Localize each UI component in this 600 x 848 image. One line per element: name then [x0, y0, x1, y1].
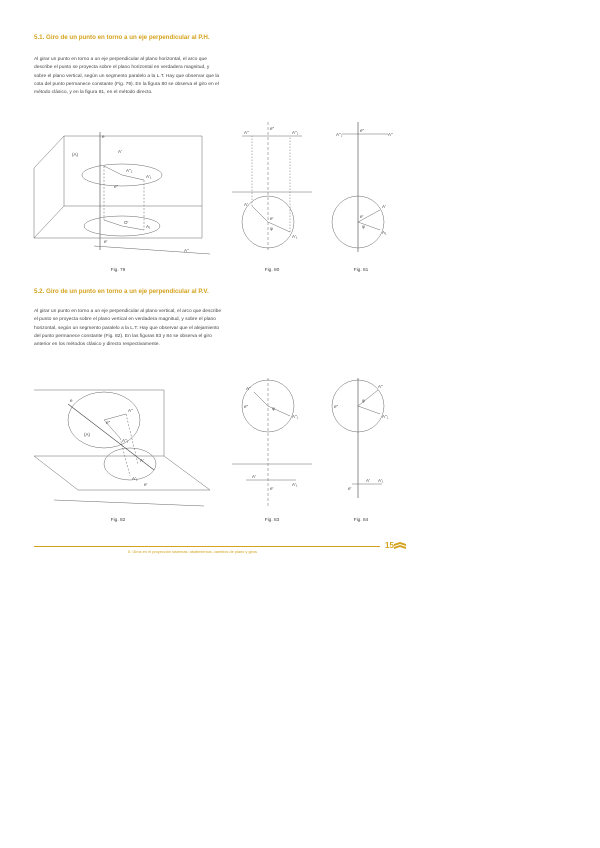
- fig79-label-A1: A₁: [146, 224, 151, 229]
- fig81-caption: Fig. 81: [353, 268, 369, 273]
- fig81-label-e-prime: e': [360, 214, 364, 219]
- fig81-label-phi: φ: [362, 224, 365, 229]
- fig82-label-A1-dprime: A''₁: [122, 438, 129, 443]
- fig83-label-A1-prime: A'₁: [292, 482, 298, 487]
- fig79-label-A1-dprime: A''₁: [126, 168, 133, 173]
- fig84-label-e-dprime: e'': [334, 404, 339, 409]
- fig84-caption: Fig. 84: [353, 518, 369, 523]
- fig84-label-A-prime: A': [366, 478, 370, 483]
- fig82-label-A-dprime: A'': [128, 408, 133, 413]
- fig79-diagram: [34, 128, 210, 258]
- book-icon: [394, 542, 406, 550]
- footer-text: 5. Giros en el proyección sistemas: abatimientos, cambios de plano y giros: [128, 549, 257, 554]
- fig79-label-O: O': [124, 220, 129, 225]
- fig80-label-A-prime: A': [244, 202, 248, 207]
- fig82-label-e-dprime: e'': [106, 420, 111, 425]
- fig84-label-A-dprime: A'': [378, 384, 383, 389]
- fig82-label-e: e: [70, 398, 73, 403]
- fig80-label-phi: φ: [270, 226, 273, 231]
- fig82-label-A1-prime: A'₁: [132, 476, 138, 481]
- fig83-label-A1-dprime: A''₁: [292, 414, 299, 419]
- fig80-label-A1-prime: A'₁: [292, 234, 298, 239]
- footer-rule: [34, 546, 380, 547]
- fig79-label-e-prime: e': [104, 239, 108, 244]
- fig81-label-A-prime: A': [382, 204, 386, 209]
- section1-heading: 5.1. Giro de un punto en torno a un eje perpendicular al P.H.: [34, 34, 210, 41]
- fig80-label-A-dprime: A'': [244, 130, 249, 135]
- fig82-label-A-prime: A': [140, 458, 144, 463]
- fig81-diagram: [322, 122, 402, 252]
- fig83-caption: Fig. 83: [264, 518, 280, 523]
- fig83-label-A-dprime: A'': [246, 386, 251, 391]
- fig81-label-A1-dprime: A''₁: [336, 132, 343, 137]
- section1-body: Al girar un punto en torno a un eje perpendicular al plano horizontal, el arco que describe el punto se proyecta sobre el plano horizontal en verdadera magnitud, y sobre el plano vertical, según un segmento paralelo a la L.T. Hay que observar que la cota del punto permanece constante (Fig. 79). En la figura 80 se observa el giro en el método clásico, y en la figura 81, en el método directo.: [34, 57, 220, 96]
- fig80-diagram: [232, 122, 312, 252]
- fig79-label-A: (A): [72, 152, 78, 157]
- fig81-label-e-dprime: e'': [360, 128, 365, 133]
- page-number: 15: [385, 541, 394, 550]
- fig80-label-e-dprime: e'': [270, 126, 275, 131]
- fig80-label-A1-dprime: A''₁: [292, 130, 299, 135]
- fig84-label-phi: φ: [362, 398, 365, 403]
- fig81-label-A1: A₁: [382, 230, 387, 235]
- fig84-diagram: [322, 378, 402, 508]
- fig79-label-A1-prime: A'₁: [146, 174, 152, 179]
- fig83-label-A-prime: A': [252, 474, 256, 479]
- fig83-label-phi: φ: [272, 406, 275, 411]
- section2-heading: 5.2. Giro de un punto en torno a un eje perpendicular al P.V.: [34, 288, 209, 295]
- fig83-label-e-prime: e': [270, 486, 274, 491]
- fig82-diagram: [34, 380, 210, 512]
- fig81-label-A-dprime: A'': [388, 132, 393, 137]
- fig79-label-A-dprime: A'': [184, 248, 189, 253]
- fig84-label-A1-prime: A'₁: [378, 478, 384, 483]
- fig83-diagram: [232, 378, 312, 508]
- fig82-label-A: (A): [84, 432, 90, 437]
- fig79-caption: Fig. 79: [110, 268, 126, 273]
- fig79-label-e-dprime: e'': [114, 184, 119, 189]
- fig80-label-e-prime: e': [270, 216, 274, 221]
- fig79-label-e: e: [102, 134, 105, 139]
- fig79-label-A-prime: A': [118, 149, 122, 154]
- fig82-label-e-prime: e': [144, 482, 148, 487]
- section2-body: Al girar un punto en torno a un eje perpendicular al plano vertical, el arco que describe el punto se proyecta sobre el plano vertical en verdadera magnitud, y sobre el plano horizontal, según un segmento paralelo a la L.T. Hay que observar que el alejamiento del punto permanece constante (Fig. 82). En las figuras 83 y 84 se observa el giro anterior en los métodos clásico y directo respectivamente.: [34, 309, 222, 348]
- fig83-label-e-dprime: e'': [244, 404, 249, 409]
- fig84-label-A1-dprime: A''₁: [382, 414, 389, 419]
- fig82-caption: Fig. 82: [110, 518, 126, 523]
- fig84-label-e-prime: e': [348, 486, 352, 491]
- fig80-caption: Fig. 80: [264, 268, 280, 273]
